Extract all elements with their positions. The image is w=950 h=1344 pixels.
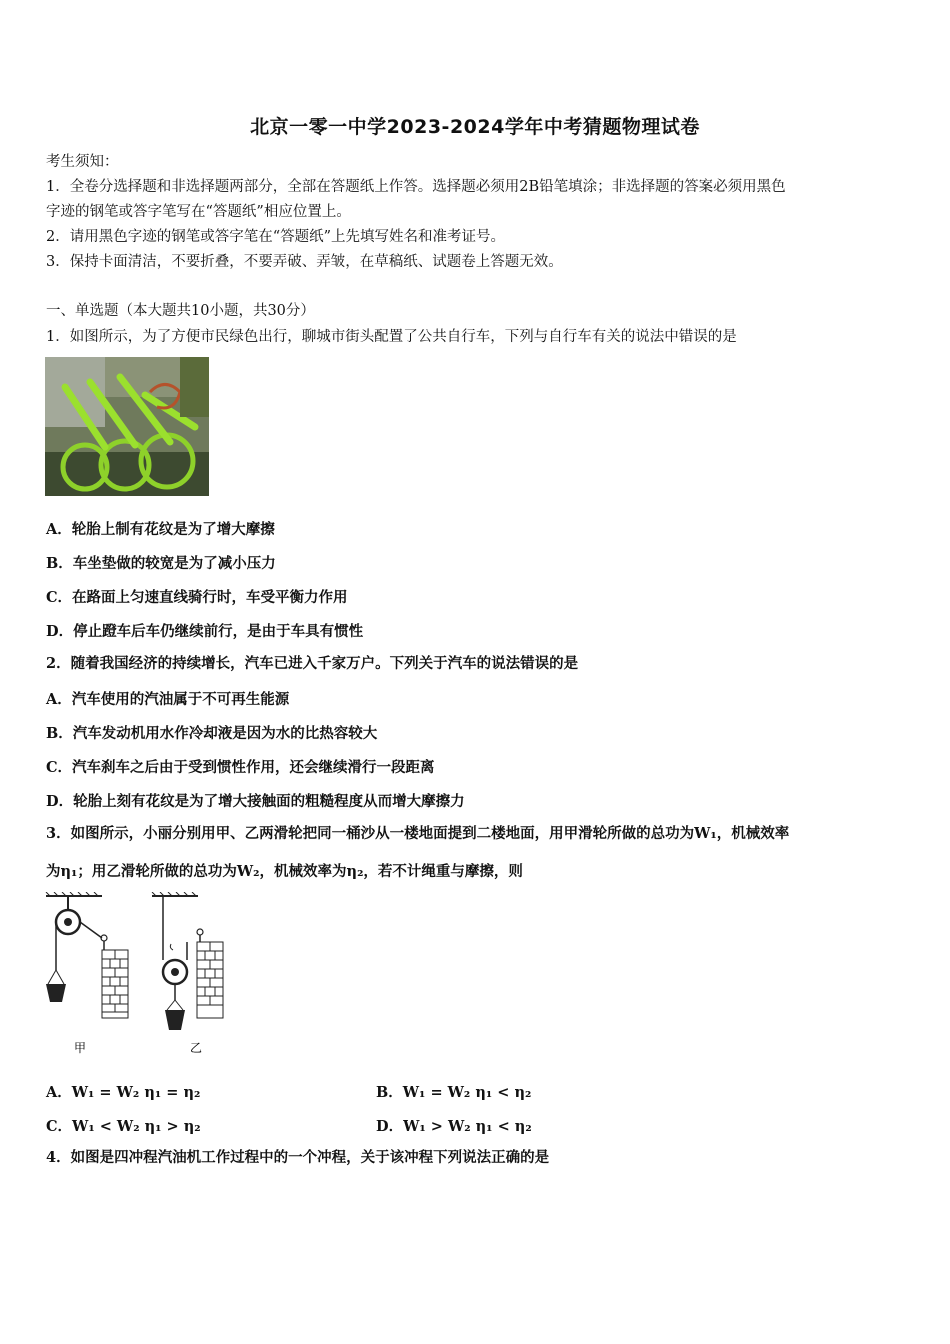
- figure-label-yi: 乙: [190, 1041, 203, 1055]
- q3-option-b[interactable]: B．W₁ = W₂ η₁ < η₂: [376, 1084, 532, 1101]
- q2-option-c[interactable]: C．汽车刹车之后由于受到惯性作用，还会继续滑行一段距离: [46, 759, 435, 776]
- pulley-diagram: [40, 892, 240, 1058]
- q3-option-a[interactable]: A．W₁ = W₂ η₁ = η₂: [46, 1084, 201, 1101]
- bicycle-photo: [45, 357, 209, 496]
- q1-option-a[interactable]: A．轮胎上制有花纹是为了增大摩擦: [46, 521, 275, 538]
- notice-item-1: 1．全卷分选择题和非选择题两部分，全部在答题纸上作答。选择题必须用2B铅笔填涂；非选择题的答案必须用黑色: [46, 179, 786, 195]
- notice-item-2: 2．请用黑色字迹的钢笔或答字笔在“答题纸”上先填写姓名和准考证号。: [46, 229, 506, 245]
- notice-item-3: 3．保持卡面清洁，不要折叠，不要弄破、弄皱，在草稿纸、试题卷上答题无效。: [46, 254, 563, 270]
- q3-option-c[interactable]: C．W₁ < W₂ η₁ > η₂: [46, 1118, 201, 1135]
- q3-stem-line-2: 为η₁；用乙滑轮所做的总功为W₂，机械效率为η₂，若不计绳重与摩擦，则: [46, 863, 523, 880]
- q2-option-a[interactable]: A．汽车使用的汽油属于不可再生能源: [46, 691, 290, 708]
- q2-option-b[interactable]: B．汽车发动机用水作冷却液是因为水的比热容较大: [46, 725, 378, 742]
- page-title: 北京一零一中学2023-2024学年中考猜题物理试卷: [250, 116, 700, 138]
- q3-stem-line-1: 3．如图所示，小丽分别用甲、乙两滑轮把同一桶沙从一楼地面提到二楼地面，用甲滑轮所做的总功为W₁，机械效率: [46, 825, 790, 842]
- q1-option-d[interactable]: D．停止蹬车后车仍继续前行，是由于车具有惯性: [46, 623, 364, 640]
- q1-option-c[interactable]: C．在路面上匀速直线骑行时，车受平衡力作用: [46, 589, 348, 606]
- notice-heading: 考生须知：: [46, 154, 119, 170]
- notice-item-1-cont: 字迹的钢笔或答字笔写在“答题纸”相应位置上。: [46, 204, 351, 220]
- q1-option-b[interactable]: B．车坐垫做的较宽是为了减小压力: [46, 555, 276, 572]
- q3-option-d[interactable]: D．W₁ > W₂ η₁ < η₂: [376, 1118, 532, 1135]
- q2-stem: 2．随着我国经济的持续增长，汽车已进入千家万户。下列关于汽车的说法错误的是: [46, 655, 579, 672]
- q1-stem: 1．如图所示，为了方便市民绿色出行，聊城市街头配置了公共自行车，下列与自行车有关的说法中错误的是: [46, 329, 737, 345]
- q2-option-d[interactable]: D．轮胎上刻有花纹是为了增大接触面的粗糙程度从而增大摩擦力: [46, 793, 465, 810]
- figure-label-jia: 甲: [74, 1041, 87, 1055]
- section-heading: 一、单选题（本大题共10小题，共30分）: [46, 303, 315, 319]
- q4-stem: 4．如图是四冲程汽油机工作过程中的一个冲程，关于该冲程下列说法正确的是: [46, 1149, 550, 1166]
